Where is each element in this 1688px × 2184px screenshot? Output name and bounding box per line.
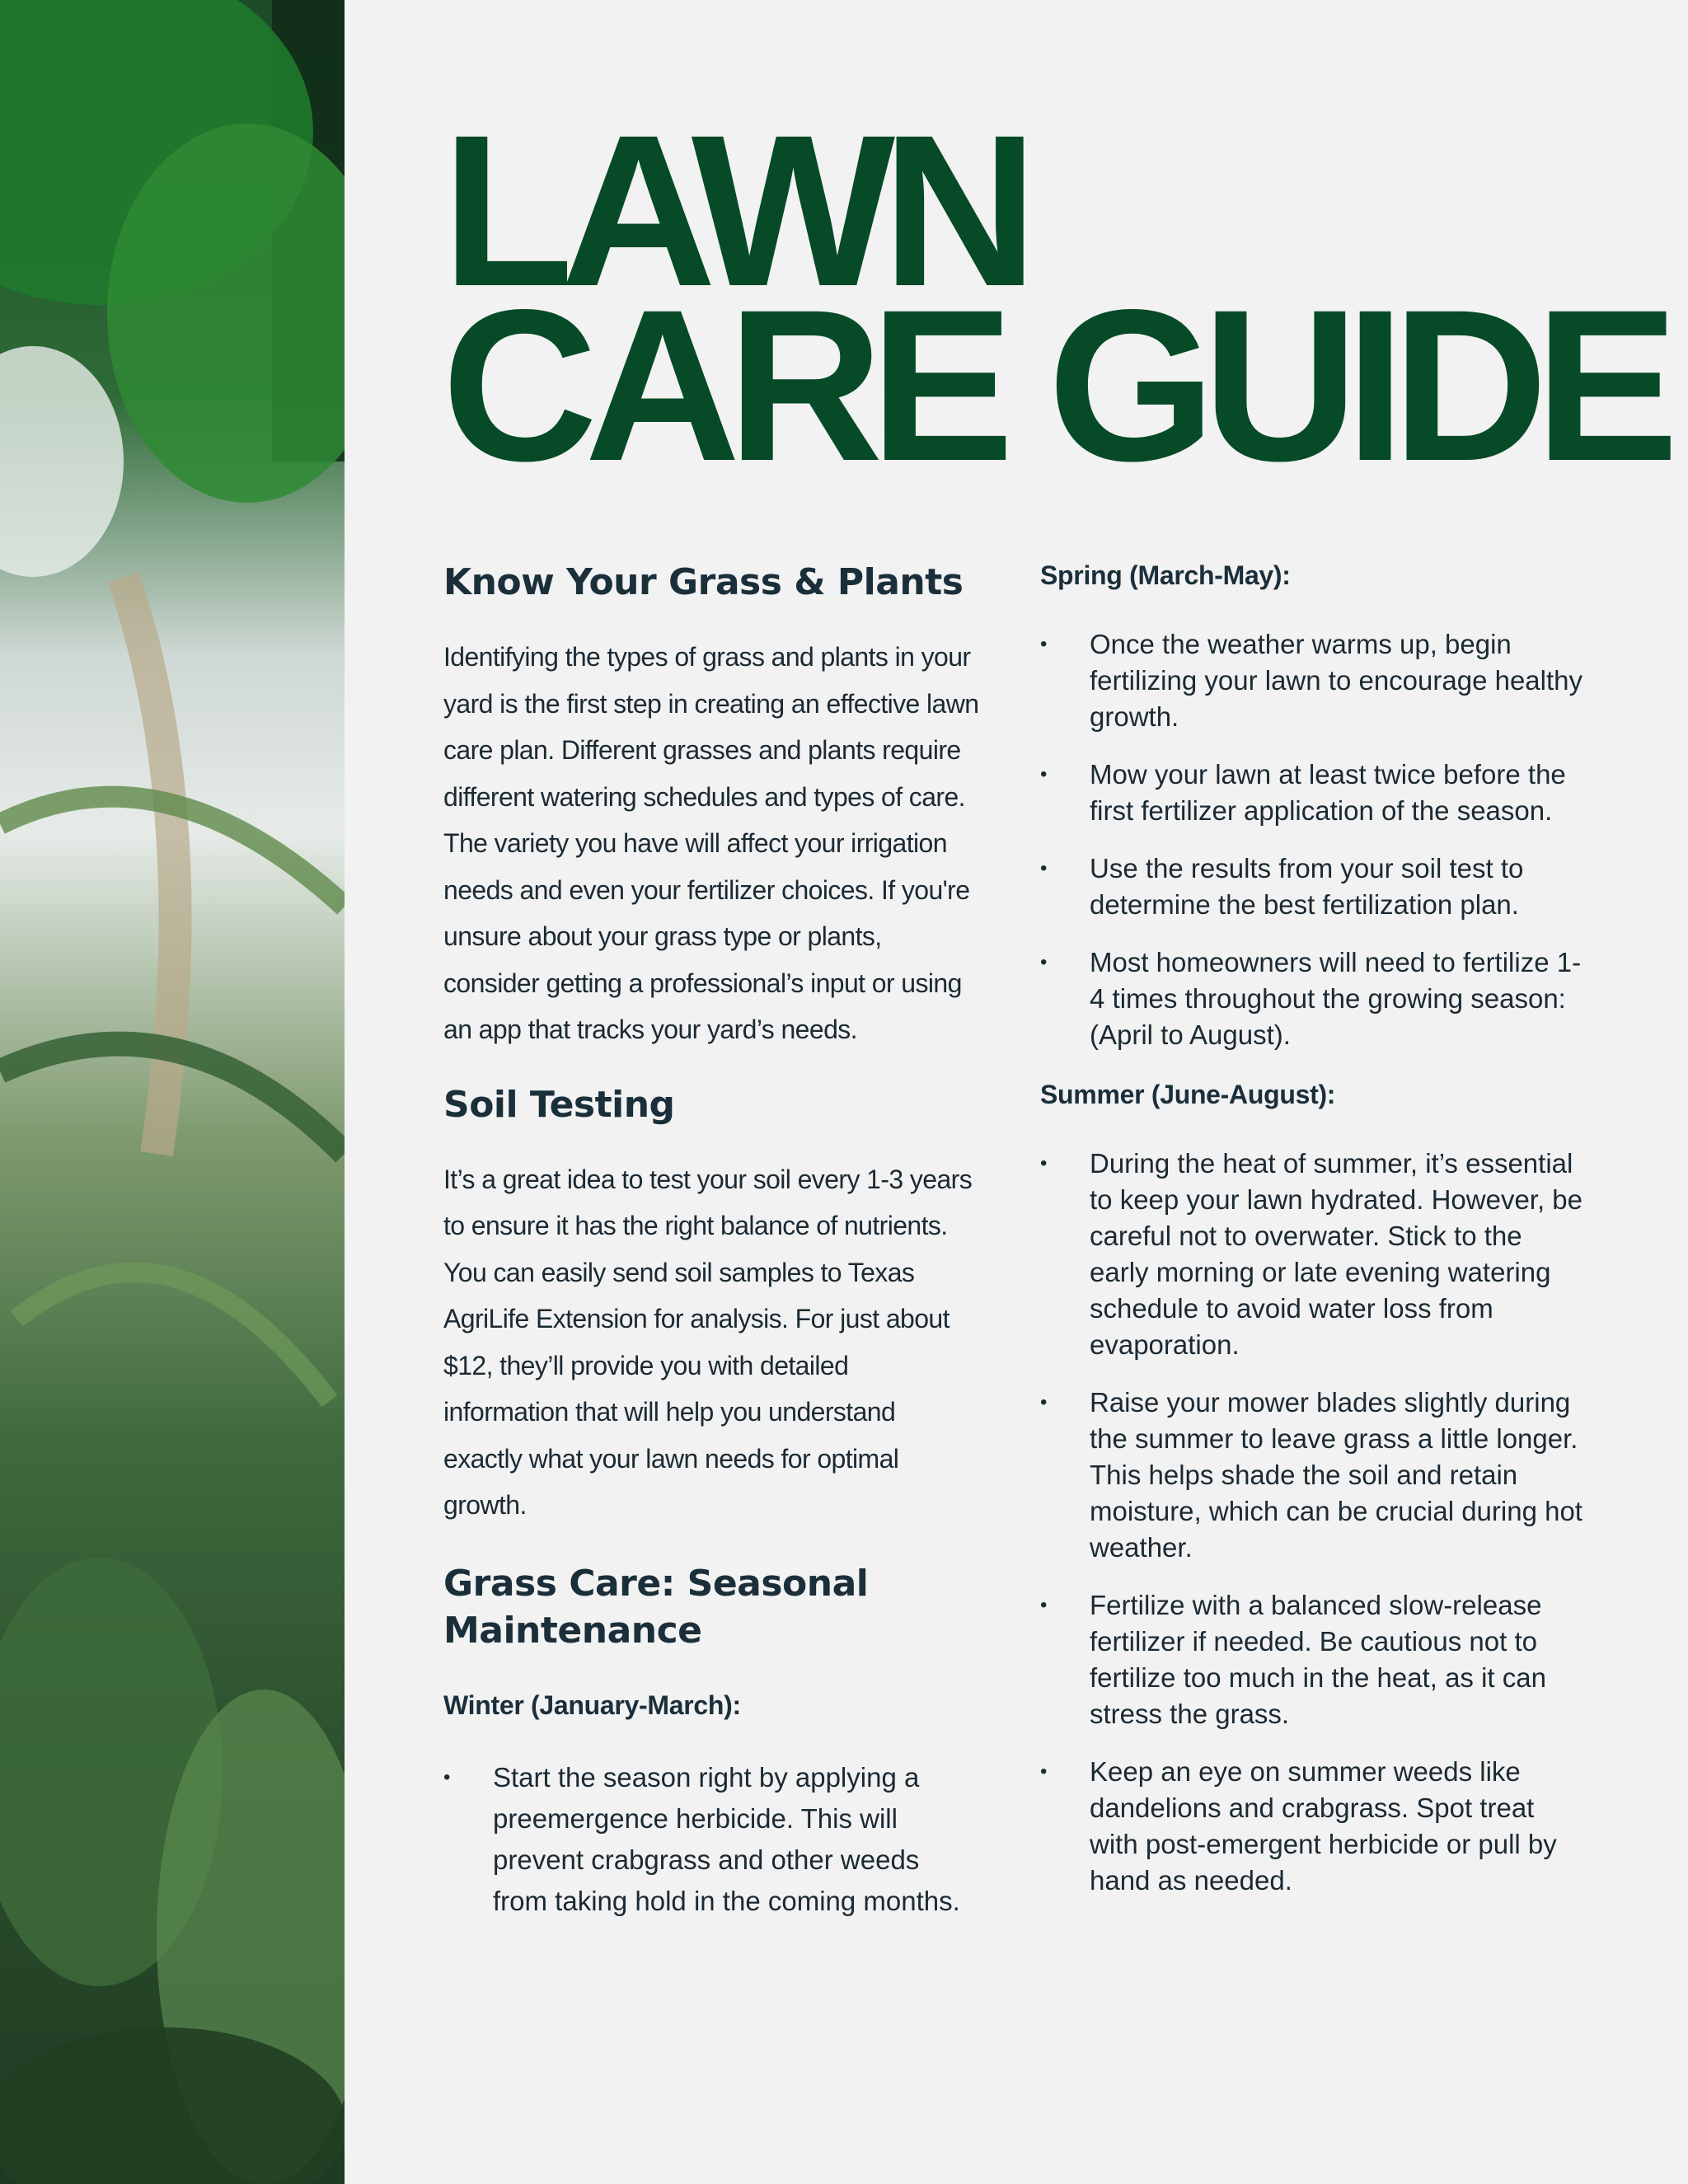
right-column (1040, 559, 1584, 1899)
know-grass-paragraph: Identifying the types of grass and plants in your yard is the first step in creating an effective lawn care plan. Different grasses and plants require different watering schedules and types of care. The variety you have will affect your irrigation needs and even your fertilizer choices. If you're unsure about your grass type or plants, consider getting a professional’s input or using an app that tracks your yard’s needs. (443, 642, 979, 1044)
bullet-glyph: • (1040, 951, 1048, 973)
list-item (443, 1757, 979, 1922)
title-line-2: CARE GUIDE (442, 265, 1666, 506)
list-item (1040, 757, 1584, 829)
list-item-text: Once the weather warms up, begin fertilizing your lawn to encourage healthy growth. (1090, 629, 1583, 732)
plant-illustration (0, 0, 345, 2184)
list-item (1040, 1754, 1584, 1899)
list-item-text: Mow your lawn at least twice before the first fertilizer application of the season. (1090, 759, 1566, 826)
bullet-glyph: • (1040, 1391, 1048, 1413)
list-item-text: During the heat of summer, it’s essential to keep your lawn hydrated. However, be careful not to overwater. Stick to the early morning or late evening watering schedule to avoid water loss from evaporation. (1090, 1148, 1583, 1360)
list-item-text: Most homeowners will need to fertilize 1-4 times throughout the growing season: (April to August). (1090, 947, 1582, 1050)
list-item-text: Start the season right by applying a preemergence herbicide. This will prevent crabgrass and other weeds from taking hold in the coming months. (493, 1761, 960, 1916)
list-item-text: Keep an eye on summer weeds like dandelions and crabgrass. Spot treat with post-emergent herbicide or pull by hand as needed. (1090, 1756, 1557, 1896)
list-item-text: Fertilize with a balanced slow-release fertilizer if needed. Be cautious not to fertilize too much in the heat, as it can stress the grass. (1090, 1590, 1546, 1729)
bullet-glyph: • (1040, 857, 1048, 879)
bullet-glyph: • (1040, 1594, 1048, 1616)
list-item-text: Raise your mower blades slightly during the summer to leave grass a little longer. This helps shade the soil and retain moisture, which can be crucial during hot weather. (1090, 1387, 1582, 1563)
plant-photo (0, 0, 345, 2184)
list-item (1040, 626, 1584, 735)
list-item (1040, 1385, 1584, 1566)
soil-testing-heading: Soil Testing (443, 1083, 675, 1126)
bullet-glyph: • (443, 1765, 451, 1788)
bullet-glyph: • (1040, 1152, 1048, 1174)
list-item (1040, 944, 1584, 1053)
know-grass-heading: Know Your Grass & Plants (443, 561, 964, 603)
list-item (1040, 1587, 1584, 1732)
bullet-glyph: • (1040, 1760, 1048, 1783)
winter-label: Winter (January-March): (443, 1690, 741, 1720)
summer-list (1040, 1146, 1584, 1899)
bullet-glyph: • (1040, 763, 1048, 785)
bullet-glyph: • (1040, 633, 1048, 655)
left-column (443, 559, 979, 1922)
seasonal-maintenance-heading: Grass Care: Seasonal Maintenance (443, 1562, 869, 1652)
spring-list (1040, 626, 1584, 1053)
title-line-1: LAWN (442, 90, 1025, 331)
winter-list (443, 1757, 979, 1922)
summer-label: Summer (June-August): (1040, 1080, 1336, 1109)
page-title (442, 90, 1666, 506)
spring-label: Spring (March-May): (1040, 560, 1291, 590)
list-item-text: Use the results from your soil test to determine the best fertilization plan. (1090, 853, 1524, 920)
soil-testing-paragraph: It’s a great idea to test your soil every 1-3 years to ensure it has the right balance of nutrients. You can easily send soil samples to Texas AgriLife Extension for analysis. For just about $12, they’ll provide you with detailed information that will help you understand exactly what your lawn needs for optimal growth. (443, 1164, 973, 1520)
list-item (1040, 851, 1584, 923)
list-item (1040, 1146, 1584, 1363)
